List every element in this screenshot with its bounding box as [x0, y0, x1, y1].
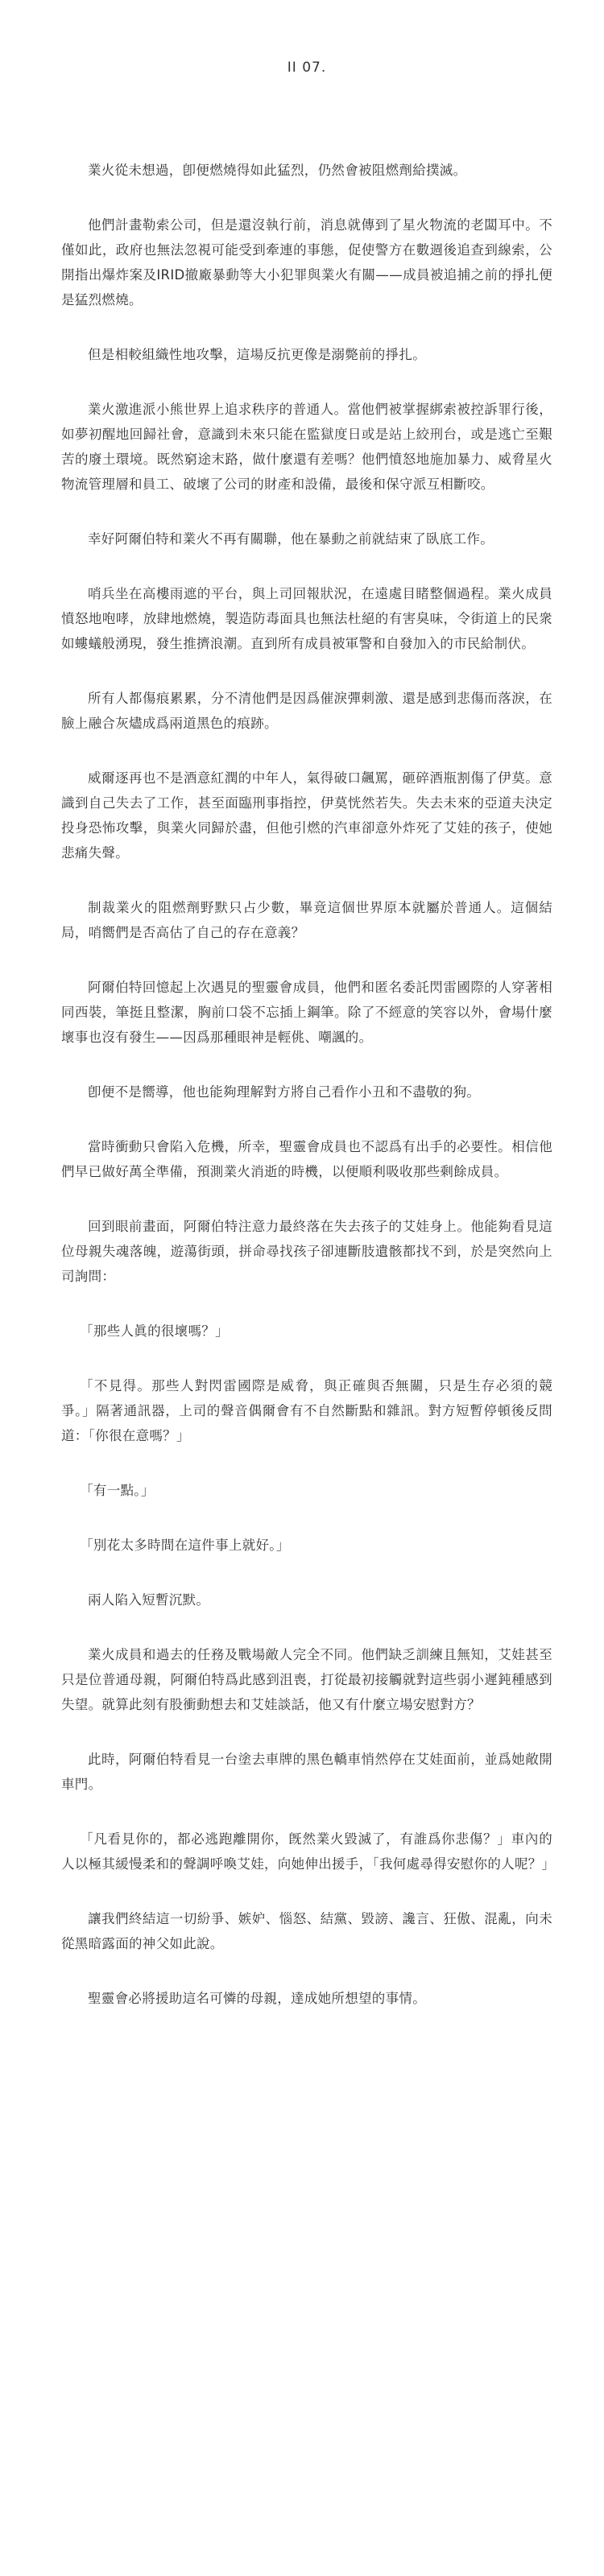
body-paragraph: 他們計畫勒索公司，但是還沒執行前，消息就傳到了星火物流的老闆耳中。不僅如此，政府也無法忽視可能受到牽連的事態，促使警方在數週後追查到線索，公開指出爆炸案及IRID撤廠暴動等大小犯罪與業火有關——成員被追捕之前的掙扎便是猛烈燃燒。 [61, 217, 552, 308]
dialogue-paragraph: 「有一點。」 [80, 1483, 155, 1498]
body-paragraph: 威爾逐再也不是酒意紅潤的中年人，氣得破口飆罵，砸碎酒瓶割傷了伊莫。意識到自己失去了工作，甚至面臨刑事指控，伊莫恍然若失。失去未來的亞道夫決定投身恐怖攻擊，與業火同歸於盡，但他引燃的汽車卻意外炸死了艾娃的孩子，使她悲痛失聲。 [61, 770, 552, 861]
body-paragraph: 哨兵坐在高樓雨遮的平台，與上司回報狀況，在遠處目睹整個過程。業火成員憤怒地咆哮，放肆地燃燒，製造防毒面具也無法杜絕的有害臭味，令街道上的民衆如螻蟻般湧現，發生推擠浪潮。直到所有成員被軍警和自發加入的市民給制伏。 [61, 586, 552, 651]
body-paragraph: 回到眼前畫面，阿爾伯特注意力最終落在失去孩子的艾娃身上。他能夠看見這位母親失魂落魄，遊蕩街頭，拼命尋找孩子卻連斷肢遺骸都找不到，於是突然向上司詢問： [61, 1219, 552, 1284]
body-paragraph: 業火激進派小熊世界上追求秩序的普通人。當他們被掌握綁索被控訴罪行後，如夢初醒地回歸社會，意識到未來只能在監獄度日或是站上絞刑台，或是逃亡至艱苦的廢土環境。既然窮途末路，做什麼還有差嗎？他們憤怒地施加暴力、威脅星火物流管理層和員工、破壞了公司的財產和設備，最後和保守派互相斷咬。 [61, 402, 552, 492]
body-paragraph: 所有人都傷痕累累，分不清他們是因爲催淚彈刺激、還是感到悲傷而落淚，在臉上融合灰燼成爲兩道黑色的痕跡。 [61, 691, 552, 731]
dialogue-paragraph: 「不見得。那些人對閃雷國際是威脅，與正確與否無關，只是生存必須的競爭。」隔著通訊器，上司的聲音偶爾會有不自然斷點和雜訊。對方短暫停頓後反問道：「你很在意嗎？」 [61, 1378, 552, 1443]
body-paragraph: 兩人陷入短暫沉默。 [88, 1592, 210, 1608]
chapter-title: II 07. [287, 60, 327, 76]
body-paragraph: 阿爾伯特回憶起上次遇見的聖靈會成員，他們和匿名委託閃雷國際的人穿著相同西裝，筆挺且整潔，胸前口袋不忘插上鋼筆。除了不經意的笑容以外，會場什麼壞事也沒有發生——因爲那種眼神是輕佻、嘲諷的。 [61, 980, 552, 1045]
body-paragraph: 當時衝動只會陷入危機，所幸，聖靈會成員也不認爲有出手的必要性。相信他們早已做好萬全準備，預測業火消逝的時機，以便順利吸收那些剩餘成員。 [61, 1139, 552, 1179]
body-paragraph: 幸好阿爾伯特和業火不再有關聯，他在暴動之前就結束了臥底工作。 [88, 531, 494, 547]
chapter-body [61, 158, 556, 2011]
body-paragraph: 制裁業火的阻燃劑野默只占少數，畢竟這個世界原本就屬於普通人。這個結局，哨嚮們是否高估了自己的存在意義？ [61, 900, 552, 940]
dialogue-paragraph: 「凡看見你的，都必逃跑離開你，旣然業火毀滅了，有誰爲你悲傷？」車內的人以極其緩慢柔和的聲調呼喚艾娃，向她伸出援手，「我何處尋得安慰你的人呢？」 [61, 1831, 556, 1872]
body-paragraph: 但是相較組織性地攻擊，這場反抗更像是溺斃前的掙扎。 [88, 347, 426, 362]
body-paragraph: 業火從未想過，卽便燃燒得如此猛烈，仍然會被阻燃劑給撲滅。 [88, 163, 467, 178]
body-paragraph: 此時，阿爾伯特看見一台塗去車牌的黑色轎車悄然停在艾娃面前，並爲她敞開車門。 [61, 1752, 552, 1792]
body-paragraph: 業火成員和過去的任務及戰場敵人完全不同。他們缺乏訓練且無知，艾娃甚至只是位普通母親，阿爾伯特爲此感到沮喪，打從最初接觸就對這些弱小遲鈍種感到失望。就算此刻有股衝動想去和艾娃談話，他又有什麼立場安慰對方？ [61, 1647, 552, 1712]
body-paragraph: 聖靈會必將援助這名可憐的母親，達成她所想望的事情。 [88, 1991, 426, 2006]
body-paragraph: 卽便不是嚮導，他也能夠理解對方將自己看作小丑和不盡敬的狗。 [88, 1084, 481, 1100]
dialogue-paragraph: 「別花太多時間在這件事上就好。」 [80, 1538, 290, 1553]
body-paragraph: 讓我們終結這一切紛爭、嫉妒、惱怒、結黨、毀謗、讒言、狂傲、混亂，向未從黑暗露面的神父如此說。 [61, 1911, 552, 1951]
dialogue-paragraph: 「那些人眞的很壞嗎？」 [80, 1323, 229, 1339]
